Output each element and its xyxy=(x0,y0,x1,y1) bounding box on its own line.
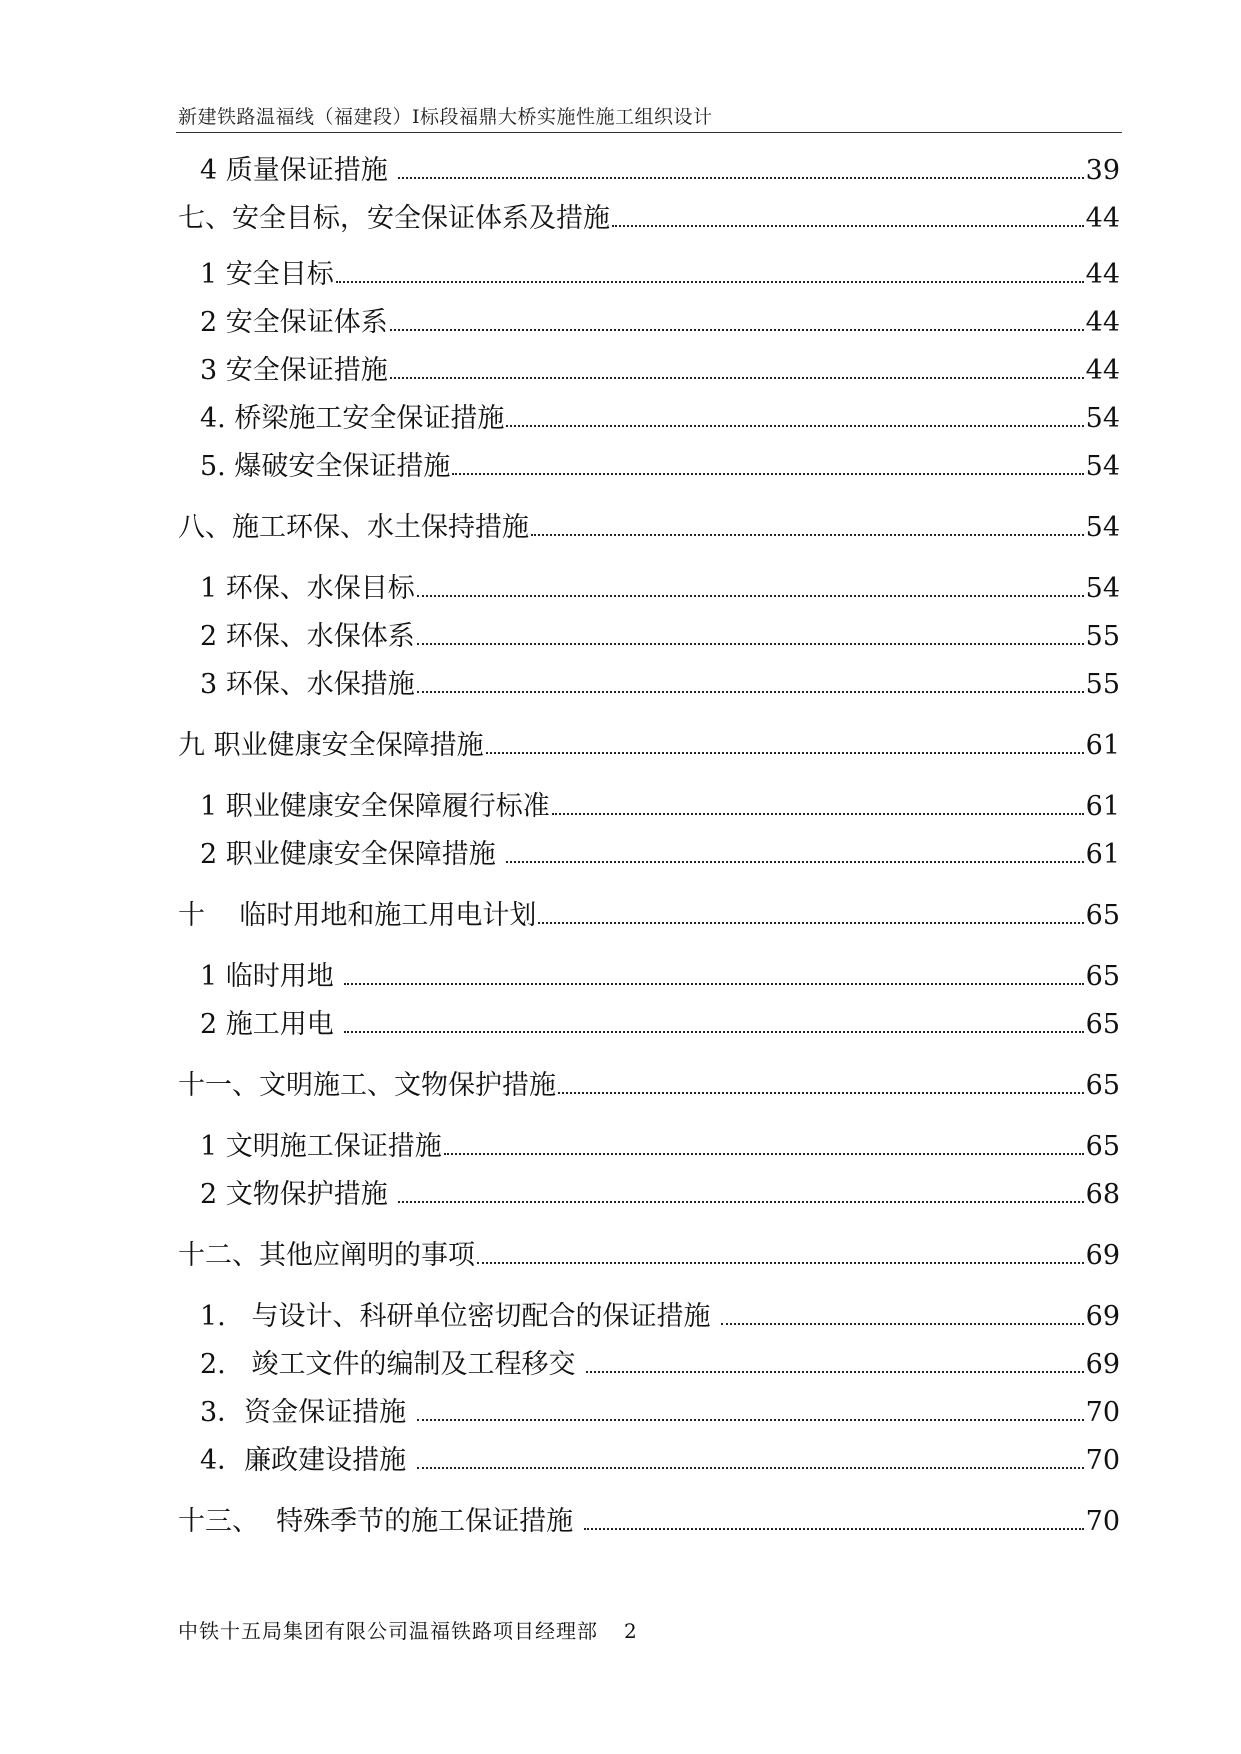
toc-leader-dots xyxy=(477,1262,1084,1264)
toc-entry-label: 1 环保、水保目标 xyxy=(200,573,415,604)
toc-entry[interactable] xyxy=(178,348,1120,388)
toc-leader-dots xyxy=(444,1153,1084,1155)
toc-entry-label: 3 环保、水保措施 xyxy=(200,669,415,700)
toc-entry-label: 2 环保、水保体系 xyxy=(200,621,415,652)
toc-leader-dots xyxy=(336,281,1084,283)
toc-entry-page: 44 xyxy=(1085,259,1120,290)
footer-company: 中铁十五局集团有限公司温福铁路项目经理部 xyxy=(178,1619,598,1643)
toc-leader-dots xyxy=(486,752,1084,754)
toc-entry[interactable] xyxy=(178,196,1120,236)
toc-entry-page: 70 xyxy=(1085,1397,1120,1428)
toc-entry-label: 1 职业健康安全保障履行标准 xyxy=(200,791,550,822)
toc-entry-label: 3．资金保证措施 xyxy=(200,1397,415,1428)
toc-leader-dots xyxy=(344,1031,1083,1033)
toc-leader-dots xyxy=(538,922,1083,924)
toc-entry-page: 68 xyxy=(1085,1179,1120,1210)
toc-entry[interactable] xyxy=(178,566,1120,606)
toc-entry[interactable] xyxy=(178,784,1120,824)
toc-entry-page: 44 xyxy=(1085,355,1120,386)
toc-leader-dots xyxy=(417,1467,1084,1469)
toc-entry[interactable] xyxy=(178,505,1120,545)
toc-entry-label: 4. 桥梁施工安全保证措施 xyxy=(200,403,505,434)
toc-leader-dots xyxy=(390,377,1084,379)
toc-entry[interactable] xyxy=(178,614,1120,654)
toc-leader-dots xyxy=(398,177,1083,179)
toc-entry-label: 2 施工用电 xyxy=(200,1009,343,1040)
toc-leader-dots xyxy=(398,1201,1083,1203)
toc-entry-label: 2 职业健康安全保障措施 xyxy=(200,839,505,870)
toc-entry-label: 2 安全保证体系 xyxy=(200,307,388,338)
toc-entry[interactable] xyxy=(178,396,1120,436)
toc-entry[interactable] xyxy=(178,723,1120,763)
toc-leader-dots xyxy=(721,1323,1084,1325)
toc-leader-dots xyxy=(417,1419,1084,1421)
toc-entry-page: 39 xyxy=(1085,155,1120,186)
toc-entry-page: 69 xyxy=(1085,1349,1120,1380)
toc-entry[interactable] xyxy=(178,1438,1120,1478)
toc-leader-dots xyxy=(584,1528,1084,1530)
toc-entry[interactable] xyxy=(178,1233,1120,1273)
toc-entry-label: 十二、其他应阐明的事项 xyxy=(178,1240,475,1271)
toc-entry-label: 八、施工环保、水土保持措施 xyxy=(178,512,529,543)
toc-leader-dots xyxy=(506,425,1083,427)
page-footer xyxy=(178,1615,638,1644)
toc-entry[interactable] xyxy=(178,1124,1120,1164)
toc-entry-page: 70 xyxy=(1085,1445,1120,1476)
toc-entry-page: 55 xyxy=(1085,621,1120,652)
footer-page-number: 2 xyxy=(624,1619,638,1643)
toc-entry-label: 十一、文明施工、文物保护措施 xyxy=(178,1070,556,1101)
toc-leader-dots xyxy=(417,691,1084,693)
toc-entry-page: 69 xyxy=(1085,1240,1120,1271)
toc-entry[interactable] xyxy=(178,1499,1120,1539)
toc-entry-page: 70 xyxy=(1085,1506,1120,1537)
header-divider xyxy=(176,132,1122,133)
toc-entry-page: 54 xyxy=(1085,573,1120,604)
toc-entry[interactable] xyxy=(178,300,1120,340)
toc-leader-dots xyxy=(612,225,1084,227)
toc-entry-page: 54 xyxy=(1085,451,1120,482)
toc-entry-label: 4．廉政建设措施 xyxy=(200,1445,415,1476)
toc-leader-dots xyxy=(417,595,1084,597)
toc-entry[interactable] xyxy=(178,662,1120,702)
toc-entry[interactable] xyxy=(178,1294,1120,1334)
toc-entry-label: 十 临时用地和施工用电计划 xyxy=(178,900,537,931)
toc-leader-dots xyxy=(586,1371,1084,1373)
toc-entry-page: 44 xyxy=(1085,307,1120,338)
toc-leader-dots xyxy=(390,329,1084,331)
toc-entry[interactable] xyxy=(178,444,1120,484)
toc-entry-label: 4 质量保证措施 xyxy=(200,155,397,186)
toc-leader-dots xyxy=(344,983,1083,985)
toc-entry-label: 十三、 特殊季节的施工保证措施 xyxy=(178,1506,582,1537)
toc-entry-label: 5. 爆破安全保证措施 xyxy=(200,451,451,482)
toc-leader-dots xyxy=(531,534,1084,536)
toc-entry-label: 1 临时用地 xyxy=(200,961,343,992)
toc-entry-page: 54 xyxy=(1085,512,1120,543)
toc-entry-label: 九 职业健康安全保障措施 xyxy=(178,730,484,761)
toc-entry-page: 61 xyxy=(1085,791,1120,822)
toc-entry-page: 65 xyxy=(1085,900,1120,931)
toc-entry-label: 2 文物保护措施 xyxy=(200,1179,397,1210)
toc-entry-page: 65 xyxy=(1085,1009,1120,1040)
toc-entry-label: 七、安全目标，安全保证体系及措施 xyxy=(178,203,610,234)
toc-entry-page: 65 xyxy=(1085,961,1120,992)
toc-entry[interactable] xyxy=(178,1342,1120,1382)
toc-entry-page: 55 xyxy=(1085,669,1120,700)
toc-leader-dots xyxy=(558,1092,1084,1094)
toc-entry[interactable] xyxy=(178,1390,1120,1430)
toc-entry-page: 61 xyxy=(1085,730,1120,761)
toc-entry[interactable] xyxy=(178,1063,1120,1103)
toc-entry-label: 1 安全目标 xyxy=(200,259,334,290)
toc-leader-dots xyxy=(452,473,1083,475)
toc-entry-label: 3 安全保证措施 xyxy=(200,355,388,386)
toc-entry-label: 2. 竣工文件的编制及工程移交 xyxy=(200,1349,585,1380)
toc-entry[interactable] xyxy=(178,1172,1120,1212)
toc-entry-label: 1 文明施工保证措施 xyxy=(200,1131,442,1162)
toc-leader-dots xyxy=(506,861,1083,863)
toc-entry[interactable] xyxy=(178,252,1120,292)
toc-entry-page: 54 xyxy=(1085,403,1120,434)
toc-entry-page: 44 xyxy=(1085,203,1120,234)
toc-entry[interactable] xyxy=(178,148,1120,188)
toc-entry-label: 1. 与设计、科研单位密切配合的保证措施 xyxy=(200,1301,720,1332)
toc-leader-dots xyxy=(417,643,1084,645)
page-header: 新建铁路温福线（福建段）Ⅰ标段福鼎大桥实施性施工组织设计 xyxy=(178,106,713,128)
toc-entry[interactable] xyxy=(178,954,1120,994)
toc-leader-dots xyxy=(552,813,1084,815)
toc-entry-page: 61 xyxy=(1085,839,1120,870)
toc-entry[interactable] xyxy=(178,893,1120,933)
toc-entry[interactable] xyxy=(178,832,1120,872)
toc-entry[interactable] xyxy=(178,1002,1120,1042)
toc-entry-page: 65 xyxy=(1085,1070,1120,1101)
toc-entry-page: 69 xyxy=(1085,1301,1120,1332)
toc-entry-page: 65 xyxy=(1085,1131,1120,1162)
